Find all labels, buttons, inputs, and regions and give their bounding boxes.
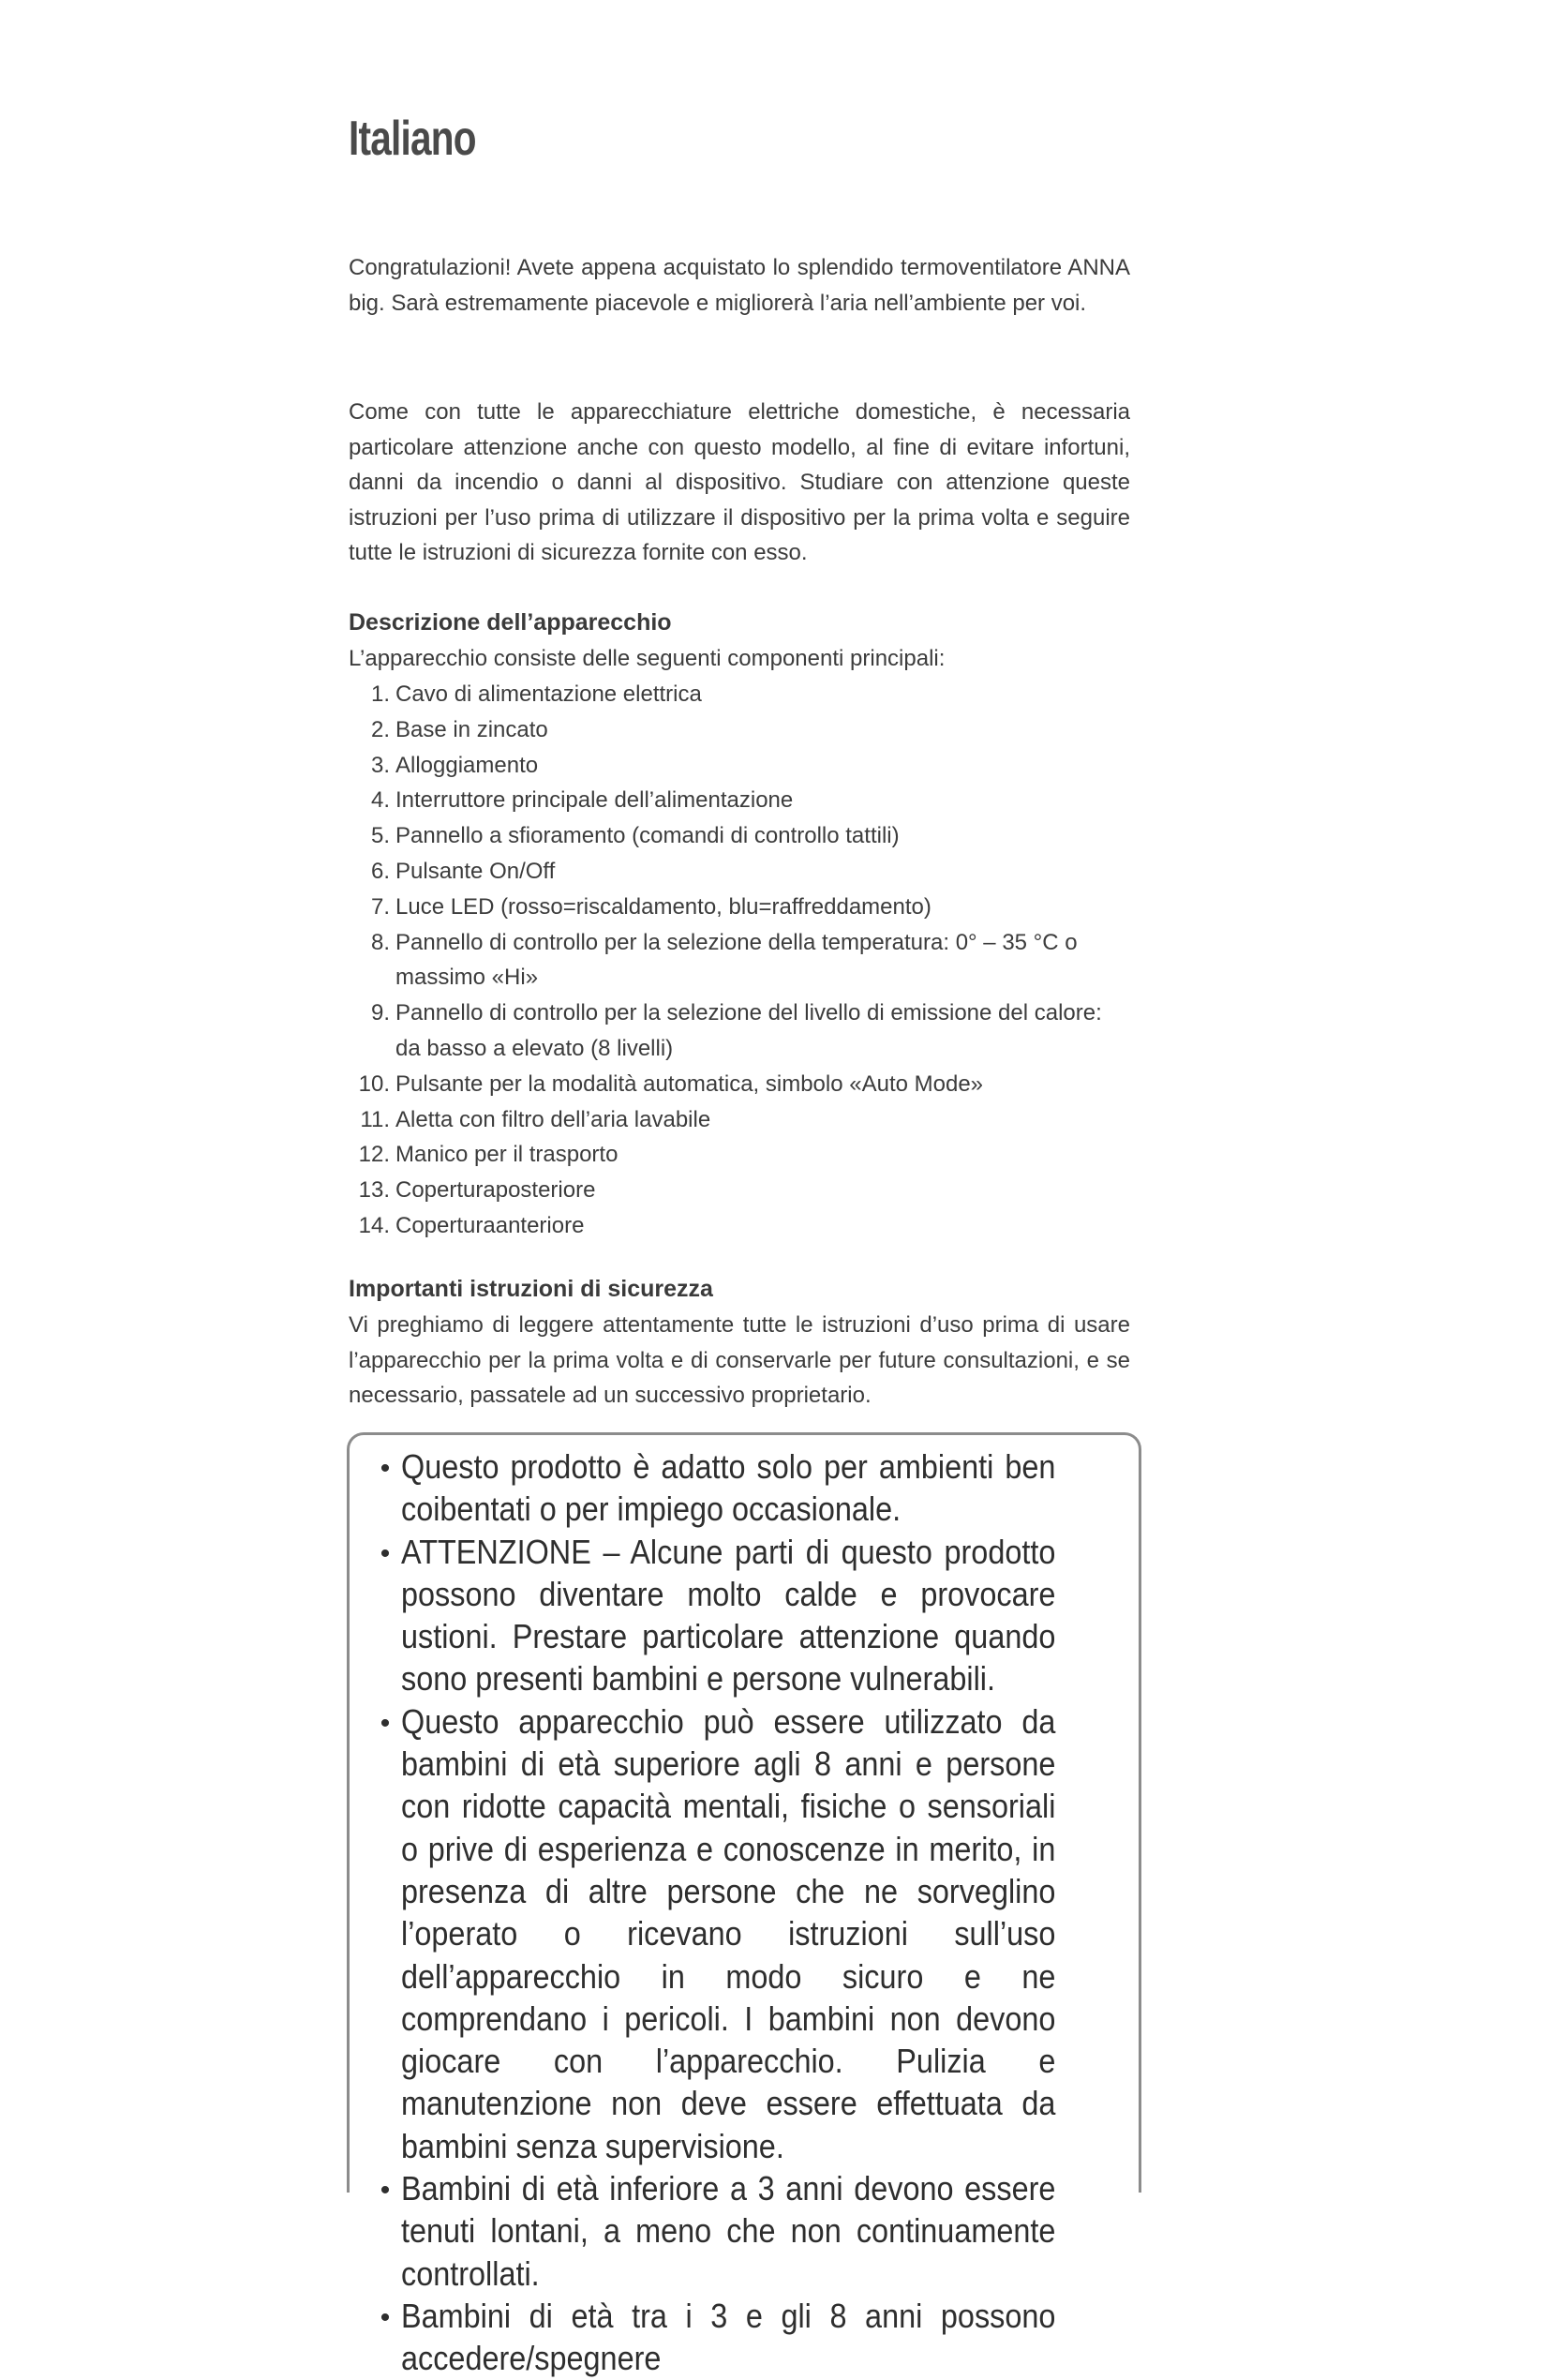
component-list-item [349,677,1130,712]
component-number: 6. [370,858,390,884]
bullet-dot-icon: • [380,2175,391,2207]
component-list-item [349,783,1130,818]
component-number: 13. [358,1177,390,1204]
bullet-dot-icon: • [380,1453,391,1484]
component-list-item [349,1173,1130,1208]
component-list-item [349,854,1130,890]
safety-bullet-list [369,1445,1128,2380]
component-number: 12. [358,1142,390,1168]
component-list-item [349,1102,1130,1138]
safety-bullet-text: ATTENZIONE – Alcune parti di questo prodotto possono diventare molto calde e provocare ustioni. Prestare particolare attenzione quando sono presenti bambini e persone vulnerabili. [401,1532,1056,1699]
safety-bullet [369,2295,1128,2380]
safety-bullet [369,1445,1128,1531]
safety-bullet-text: Bambini di età tra i 3 e gli 8 anni possono accedere/spegnere [401,2296,1056,2378]
component-text: Cavo di alimentazione elettrica [395,681,702,707]
component-number: 8. [370,929,390,955]
component-text: Base in zincato [395,716,548,742]
component-number: 11. [360,1106,390,1132]
component-number: 2. [370,716,390,742]
safety-bullet [369,1531,1128,1700]
component-text: Aletta con filtro dell’aria lavabile [395,1106,711,1132]
component-list-item [349,748,1130,784]
component-number: 1. [370,681,390,707]
safety-bullet-text: Questo prodotto è adatto solo per ambienti ben coibentati o per impiego occasionale. [401,1447,1056,1529]
component-number: 14. [358,1212,390,1238]
component-text: Manico per il trasporto [395,1142,619,1168]
component-text: Luce LED (rosso=riscaldamento, blu=raffreddamento) [395,893,931,920]
description-intro: L’apparecchio consiste delle seguenti componenti principali: [349,646,946,671]
safety-heading: Importanti istruzioni di sicurezza [349,1276,713,1302]
component-number: 4. [370,787,390,814]
safety-intro: Vi preghiamo di leggere attentamente tutte le istruzioni d’uso prima di usare l’apparecchio per la prima volta e di conservarle per future consultazioni, e se necessario, passatele ad un successivo proprietario. [349,1312,1130,1408]
safety-bullet [369,2167,1128,2295]
component-list-item [349,712,1130,748]
component-list-item [349,818,1130,854]
component-list-item [349,1137,1130,1173]
bullet-dot-icon: • [380,1537,391,1569]
component-list-item [349,925,1130,996]
component-number: 7. [370,893,390,920]
component-text: Alloggiamento [395,752,539,778]
component-text: Pannello a sfioramento (comandi di controllo tattili) [395,823,900,849]
safety-bullet [369,1700,1128,2167]
bullet-dot-icon: • [380,2301,391,2333]
component-text: Interruttore principale dell’alimentazione [395,787,794,814]
component-text: Pulsante On/Off [395,858,556,884]
safety-bullet-text: Questo apparecchio può essere utilizzato da bambini di età superiore agli 8 anni e persone con ridotte capacità mentali, fisiche o sensoriali o prive di esperienza e conoscenze in merito, in presenza di altre persone che ne sorveglino l’operato o ricevano istruzioni sull’uso dell’apparecchio in modo sicuro e ne comprendano i pericoli. I bambini non devono giocare con l’apparecchio. Pulizia e manutenzione non deve essere effettuata da bambini senza supervisione. [401,1701,1056,2165]
component-text: Pannello di controllo per la selezione della temperatura: 0° – 35 °C o massimo «Hi» [395,929,1078,991]
component-text: Coperturaposteriore [395,1177,596,1204]
page-title: Italiano [349,112,476,166]
component-list-item [349,995,1130,1067]
bullet-dot-icon: • [380,1707,391,1739]
component-number: 5. [370,823,390,849]
component-number: 3. [370,752,390,778]
safety-bullet-text: Bambini di età inferiore a 3 anni devono essere tenuti lontani, a meno che non continuamente controllati. [401,2169,1056,2293]
component-number: 9. [370,1000,390,1026]
component-list-item [349,1208,1130,1244]
component-list-item [349,1067,1130,1102]
description-heading: Descrizione dell’apparecchio [349,609,672,636]
component-text: Pulsante per la modalità automatica, simbolo «Auto Mode» [395,1070,984,1097]
intro-paragraph: Congratulazioni! Avete appena acquistato lo splendido termoventilatore ANNA big. Sarà estremamente piacevole e migliorerà l’aria nell’ambiente per voi. [349,255,1130,316]
component-text: Coperturaanteriore [395,1212,585,1238]
component-text: Pannello di controllo per la selezione del livello di emissione del calore: da basso a elevato (8 livelli) [395,1000,1102,1061]
component-number: 10. [358,1070,390,1097]
component-list-item [349,890,1130,925]
warning-paragraph: Come con tutte le apparecchiature elettriche domestiche, è necessaria particolare attenzione anche con questo modello, al fine di evitare infortuni, danni da incendio o danni al dispositivo. Studiare con attenzione queste istruzioni per l’uso prima di utilizzare il dispositivo per la prima volta e seguire tutte le istruzioni di sicurezza fornite con esso. [349,399,1130,565]
component-list [349,677,1130,1244]
